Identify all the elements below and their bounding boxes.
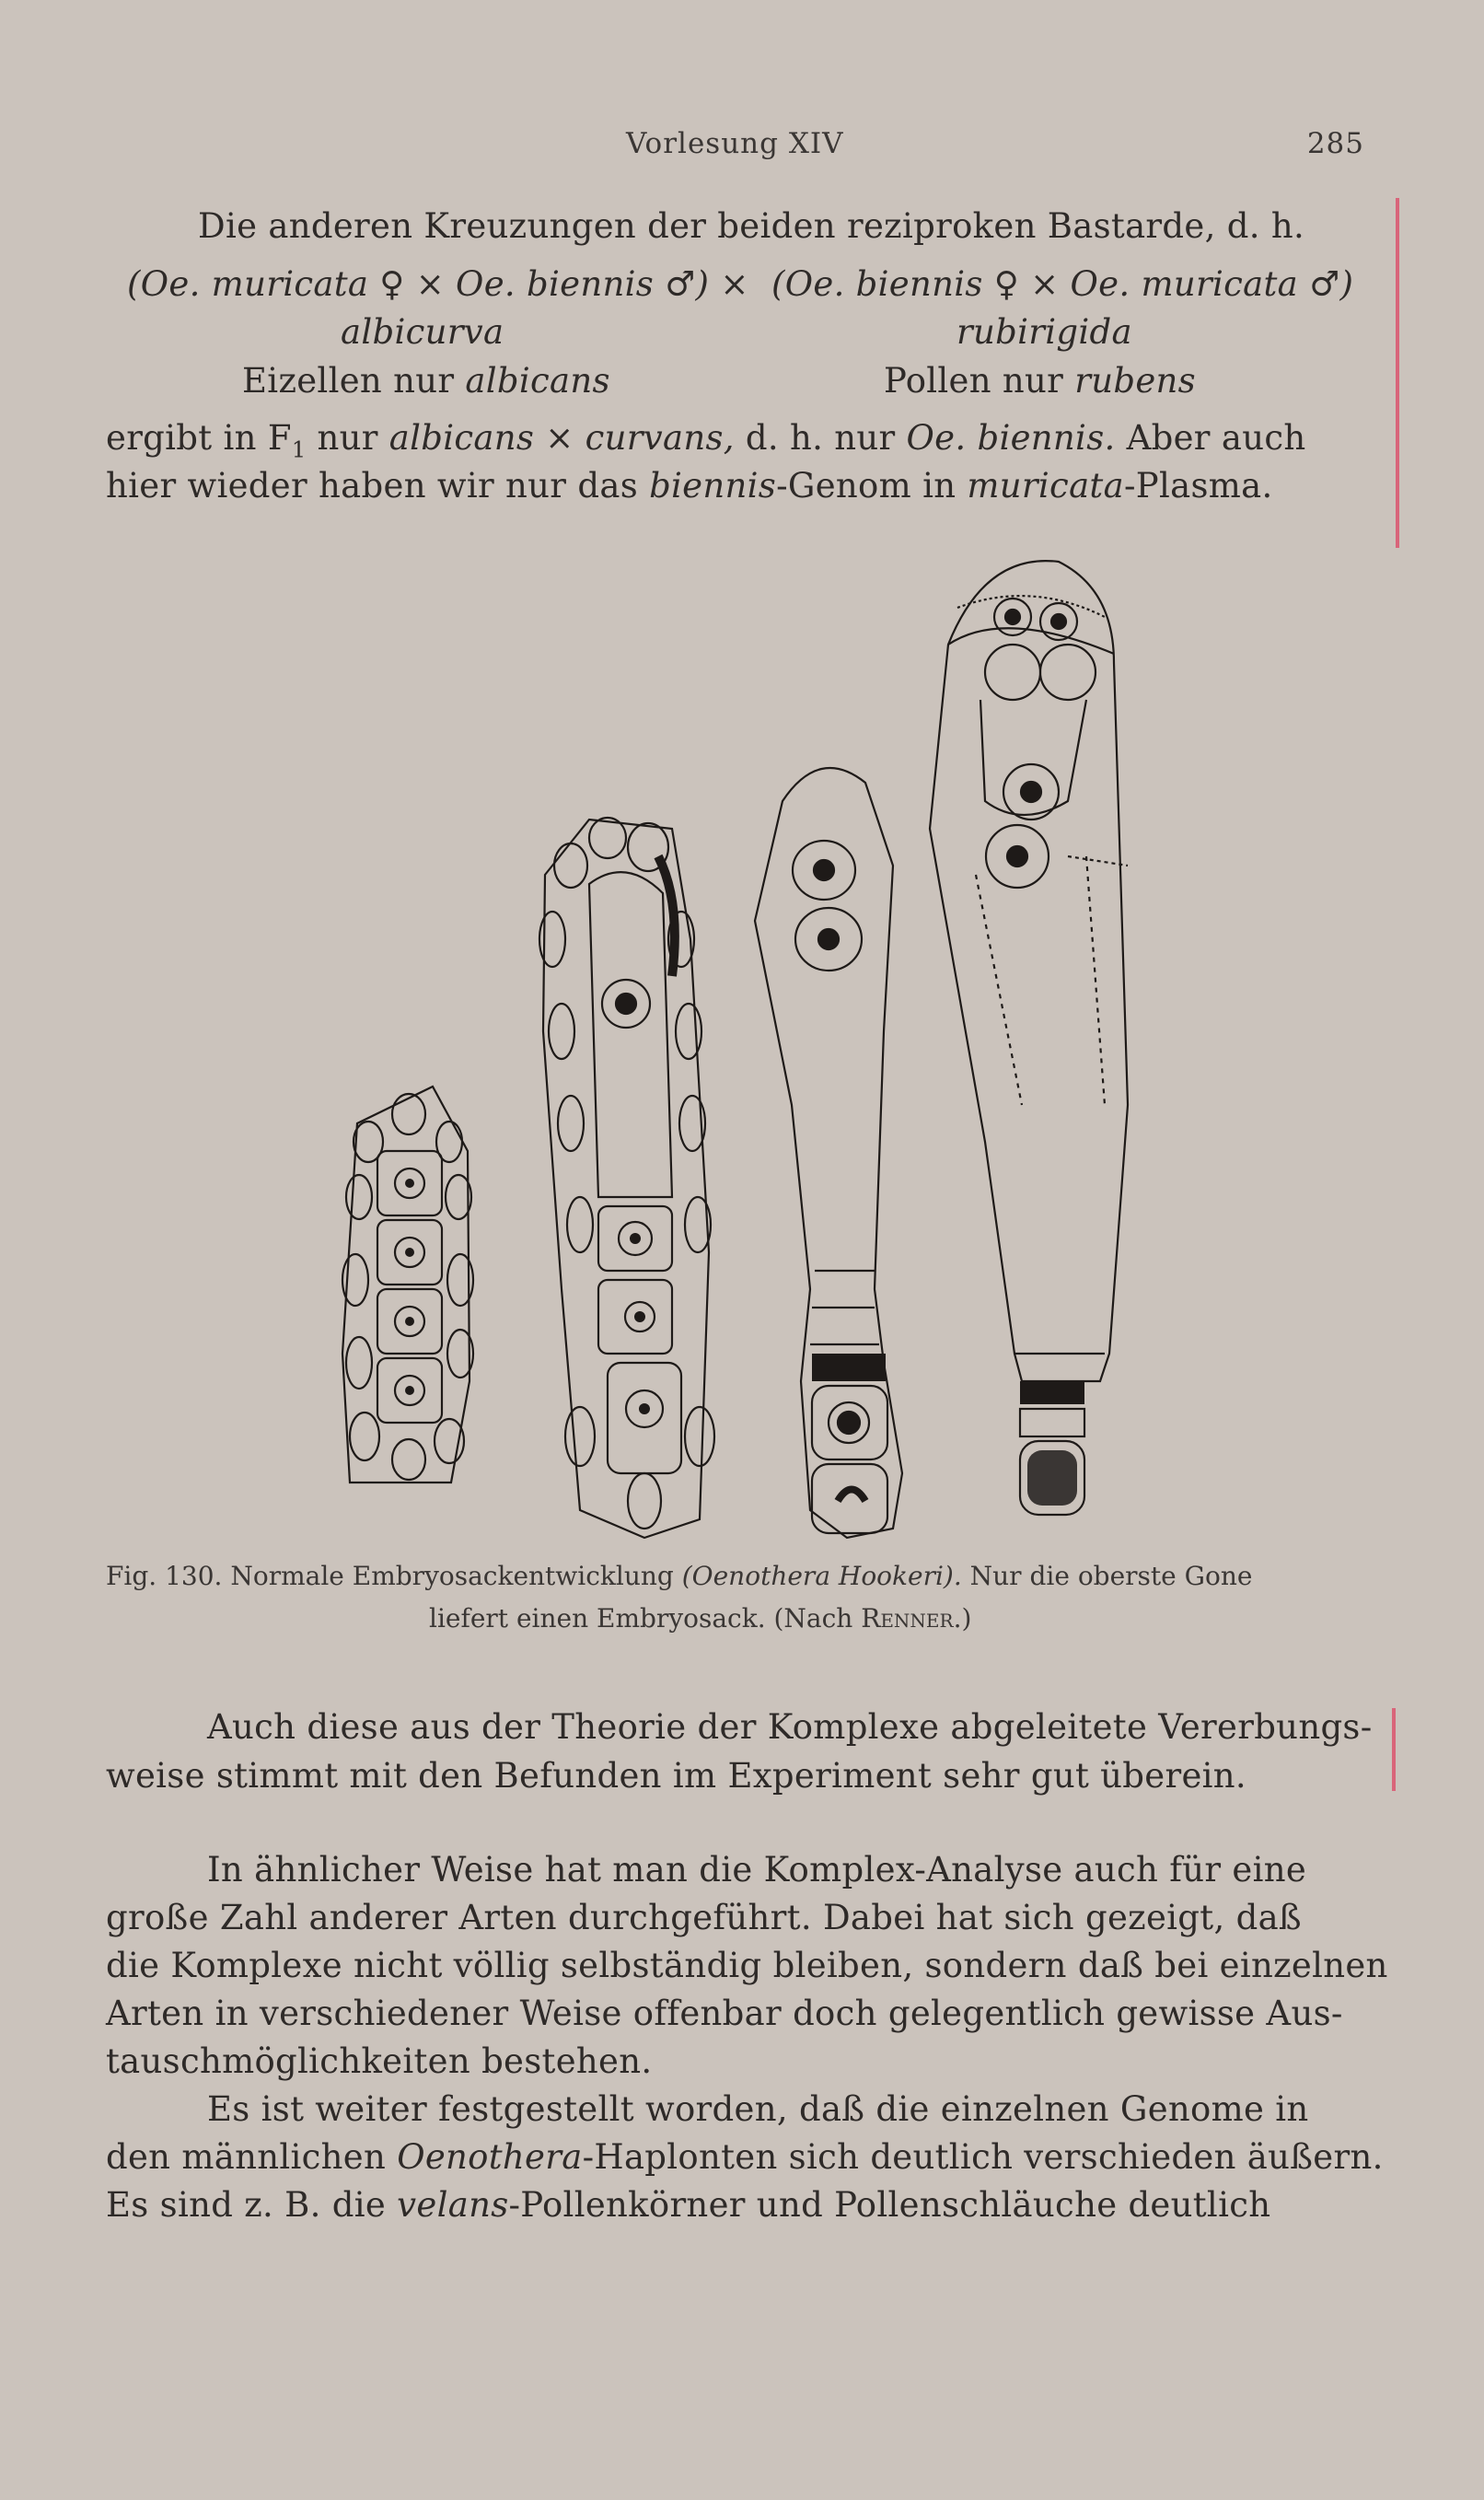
- para3-line5: tauschmöglichkeiten bestehen.: [106, 2041, 653, 2081]
- para4-line2: den männlichen Oenothera-Haplonten sich deutlich verschieden äußern.: [106, 2137, 1384, 2177]
- para1-line2: (Oe. muricata ♀ × Oe. biennis ♂) × (Oe. biennis ♀ × Oe. muricata ♂): [127, 264, 1354, 304]
- figure-stage-4: [930, 561, 1128, 1515]
- para4-line3: Es sind z. B. die velans-Pollenkörner und Pollenschläuche deutlich: [106, 2185, 1271, 2225]
- page-header: [0, 127, 1484, 164]
- para1-line6: hier wieder haben wir nur das biennis-Genom in muricata-Plasma.: [106, 466, 1273, 506]
- para3-line3: die Komplexe nicht völlig selbständig bleiben, sondern daß bei einzelnen: [106, 1946, 1388, 1985]
- figure-stage-2: [539, 818, 714, 1538]
- page-number: 285: [1306, 127, 1364, 160]
- para2-line2: weise stimmt mit den Befunden im Experiment sehr gut überein.: [106, 1756, 1246, 1796]
- figure-stage-3: [755, 768, 902, 1538]
- para4-line1: Es ist weiter festgestellt worden, daß die einzelnen Genome in: [207, 2089, 1309, 2129]
- margin-mark-middle: [1392, 1708, 1396, 1791]
- para3-line1: In ähnlicher Weise hat man die Komplex-Analyse auch für eine: [207, 1850, 1307, 1890]
- running-title: Vorlesung XIV: [626, 127, 844, 160]
- figure-caption-line2: liefert einen Embryosack. (Nach Renner.): [429, 1603, 972, 1634]
- para1-line1: Die anderen Kreuzungen der beiden reziproken Bastarde, d. h.: [198, 206, 1305, 246]
- para2-line1: Auch diese aus der Theorie der Komplexe abgeleitete Vererbungs-: [207, 1707, 1373, 1747]
- para3-line4: Arten in verschiedener Weise offenbar doch gelegentlich gewisse Aus-: [106, 1994, 1343, 2033]
- embryo-sac-figure: [331, 552, 1215, 1547]
- margin-mark-top: [1396, 198, 1399, 548]
- book-page: Vorlesung XIV 285 Die anderen Kreuzungen der beiden reziproken Bastarde, d. h. (Oe. muricata ♀ × Oe. biennis ♂) × (Oe. biennis ♀ × Oe. muricata ♂) albicurva rubirigida Eizellen nur albicans Pollen nur rubens ergibt in $F_1$ nur albicans × curvans, d. h. nur Oe. biennis. Aber auch hier wieder haben wir nur das biennis-Genom in muricata-Plasma. Fig. 130. Normale Embryosackentwicklung (Oenothera Hookeri). Nur die oberste Gone liefert einen Embryosack. (Nach Renner.) Auch diese aus der Theorie der Komplexe abgeleitete Vererbungs- weise stimmt mit den Befunden im Experiment sehr gut überein. In ähnlicher Weise hat man die Komplex-Analyse auch für eine große Zahl anderer Arten durchgeführt. Dabei hat sich gezeigt, daß die Komplexe nicht völlig selbständig bleiben, sondern daß bei einzelnen Arten in verschiedener Weise offenbar doch gelegentlich gewisse Aus- tauschmöglichkeiten bestehen. Es ist weiter festgestellt worden, daß die einzelnen Genome in den männlichen Oenothera-Haplonten sich deutlich verschieden äußern. Es sind z. B. die velans-Pollenkörner und Pollenschläuche deutlich: [0, 0, 1484, 2500]
- figure-caption-line1: Fig. 130. Normale Embryosackentwicklung (Oenothera Hookeri). Nur die oberste Gone: [106, 1561, 1253, 1591]
- para3-line2: große Zahl anderer Arten durchgeführt. Dabei hat sich gezeigt, daß: [106, 1898, 1302, 1937]
- para1-line5: ergibt in $F_1$ nur albicans × curvans, d. h. nur Oe. biennis. Aber auch: [106, 418, 1306, 463]
- figure-stage-1: [342, 1087, 473, 1483]
